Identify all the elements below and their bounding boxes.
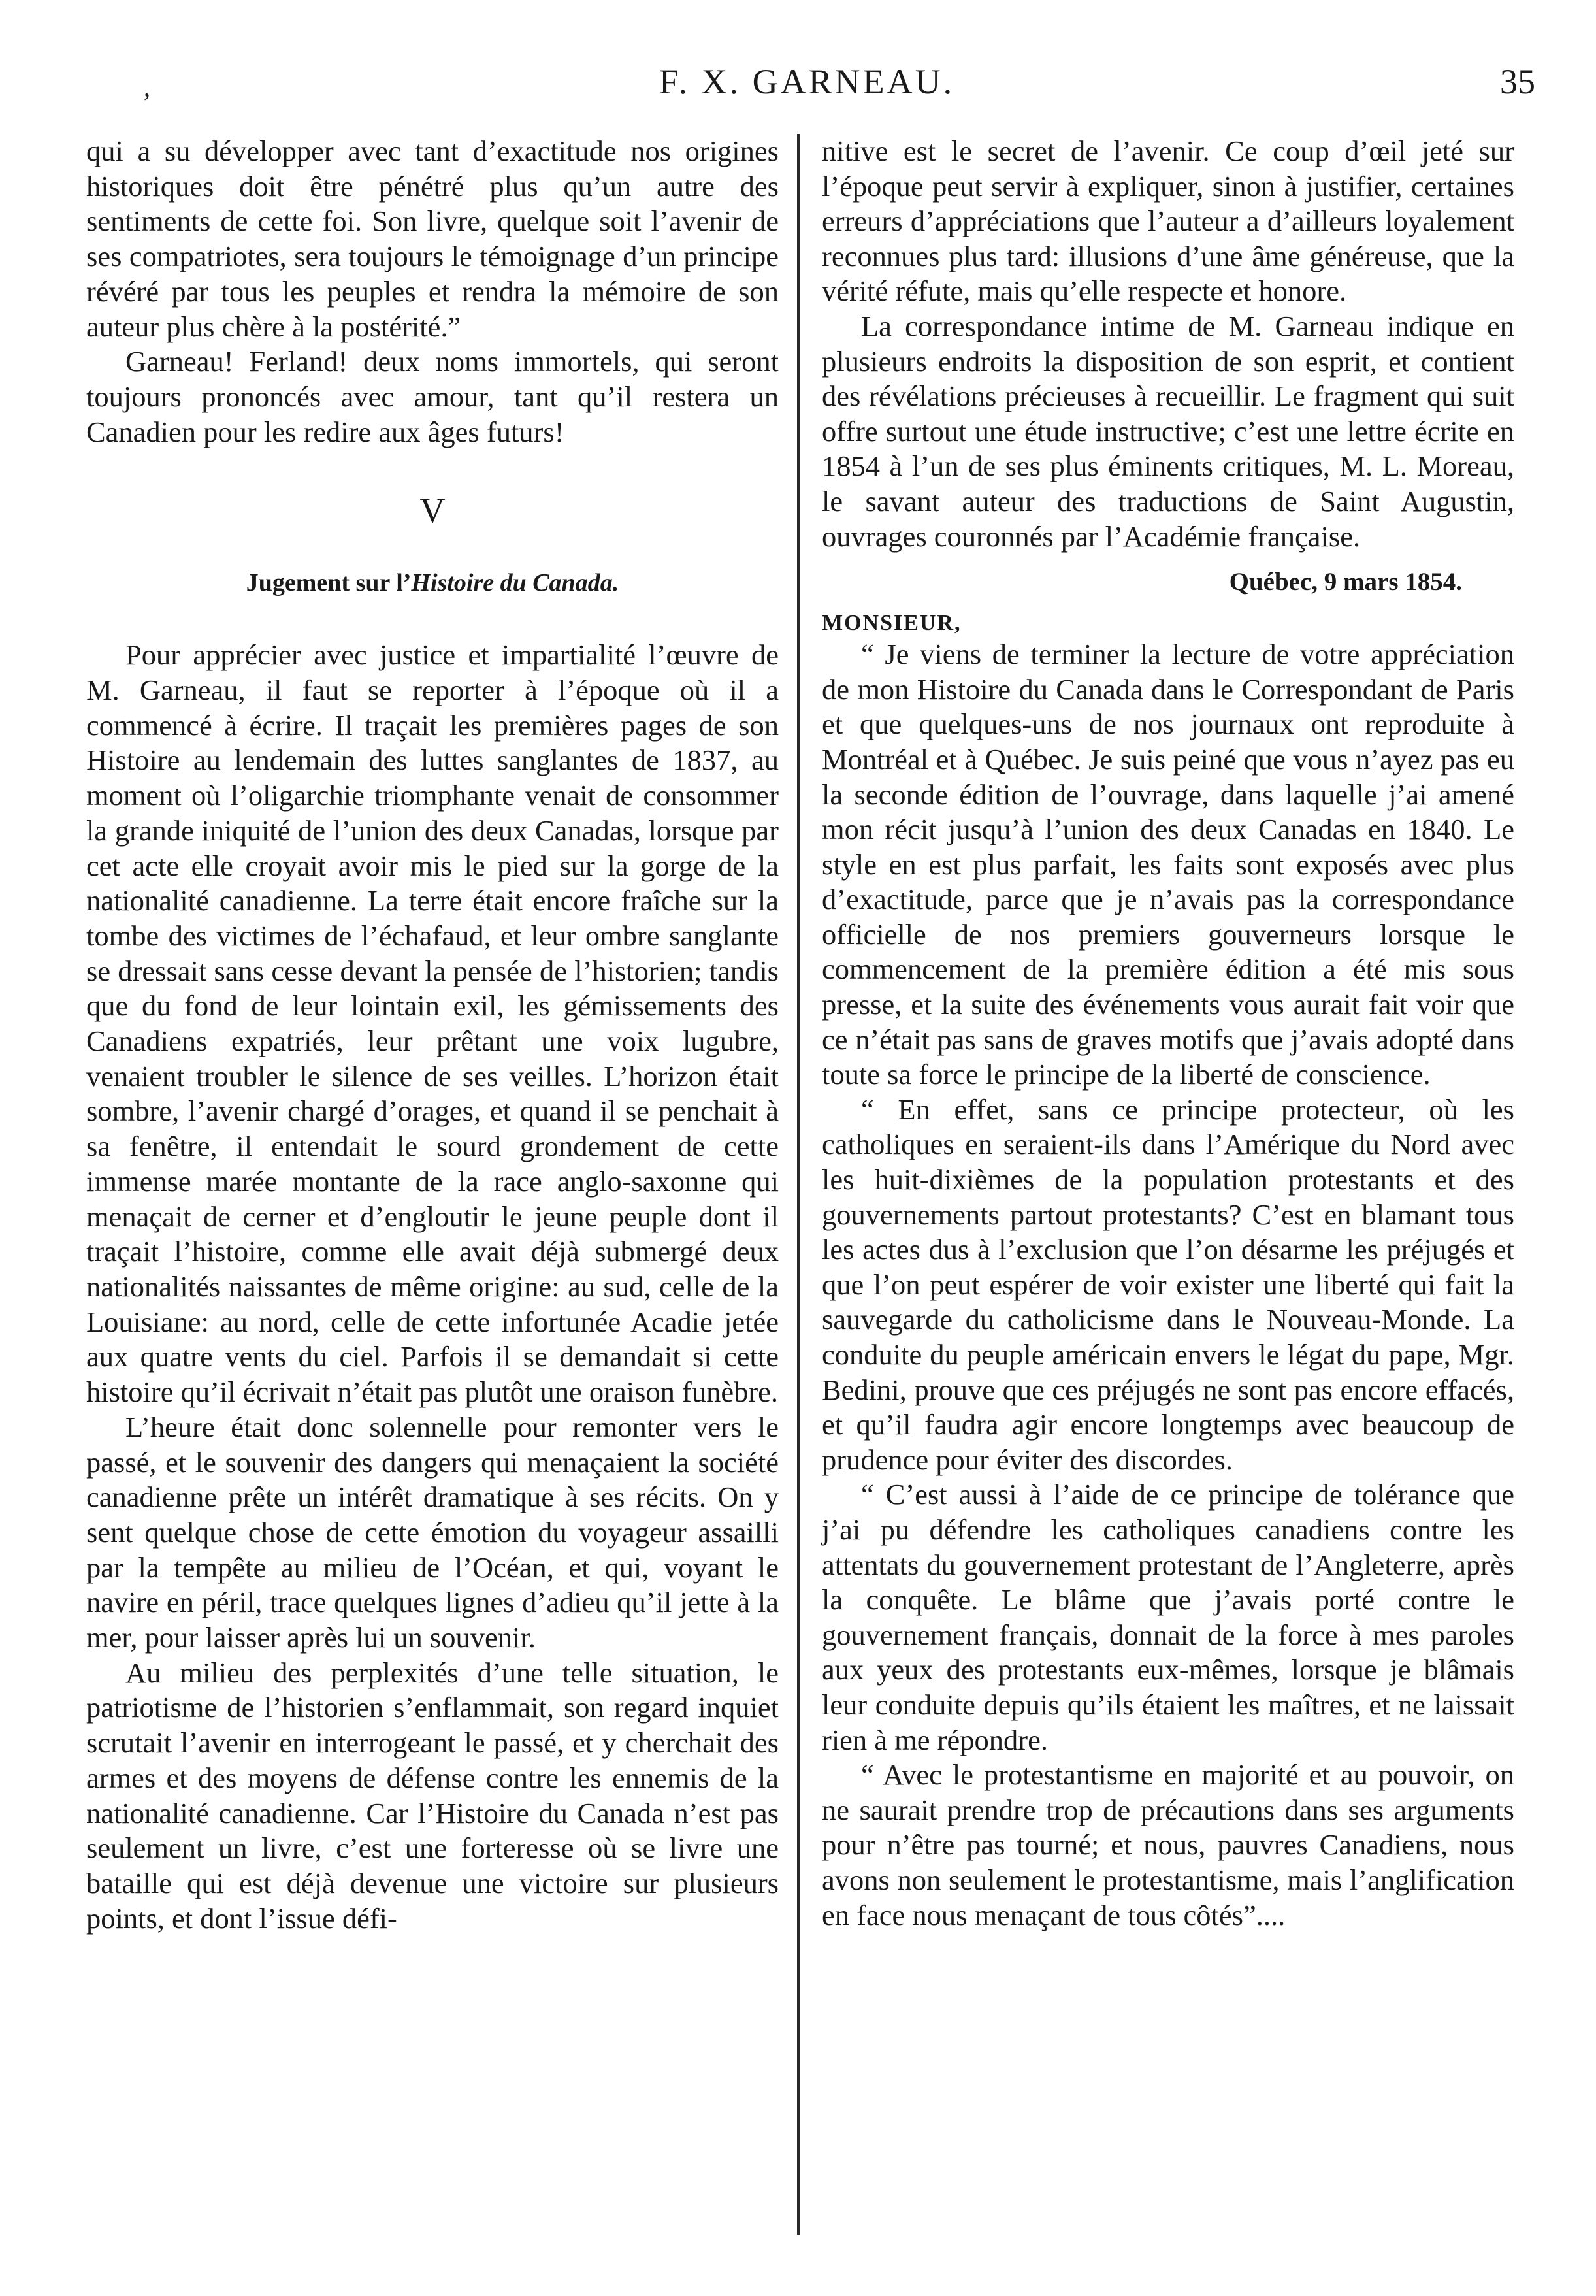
- paragraph: L’heure était donc solennelle pour remonter vers le passé, et le souvenir des dangers qui menaçaient la société canadienne prête un intérêt dramatique à ses récits. On y sent quelque chose de cette émotion du voyageur assailli par la tempête au milieu de l’Océan, et qui, voyant le navire en péril, trace quelques lignes d’adieu qu’il jette à la mer, pour laisser après lui un souvenir.: [86, 1410, 779, 1654]
- paragraph: Au milieu des perplexités d’une telle situation, le patriotisme de l’historien s’enflammait, son regard inquiet scrutait l’avenir en interrogeant le passé, et y cherchait des armes et des moyens de défense contre les ennemis de la nationalité canadienne. Car l’Histoire du Canada n’est pas seulement un livre, c’est une forteresse où se livre une bataille qui est déjà devenue une victoire sur plusieurs points, et dont l’issue défi-: [86, 1656, 779, 1935]
- running-head: [78, 59, 1535, 111]
- header-mark: ,: [144, 73, 150, 102]
- letter-dateline: Québec, 9 mars 1854.: [1229, 568, 1462, 597]
- letter-salutation: MONSIEUR,: [822, 611, 962, 636]
- column-divider: [797, 134, 800, 2235]
- paragraph: “ Avec le protestantisme en majorité et au pouvoir, on ne saurait prendre trop de précautions dans ses arguments pour n’être pas tourné; et nous, pauvres Canadiens, nous avons non seulement le protestantisme, mais l’anglification en face nous menaçant de tous côtés”....: [822, 1758, 1514, 1931]
- page-number: 35: [1500, 62, 1535, 101]
- section-title-prefix: Jugement sur l’: [246, 569, 412, 597]
- paragraph: qui a su développer avec tant d’exactitude nos origines historiques doit être pénétré plus qu’un autre des sentiments de cette foi. Son livre, quelque soit l’avenir de ses compatriotes, sera toujours le témoignage d’un principe révéré par tous les peuples et rendra la mémoire de son auteur plus chère à la postérité.”: [86, 135, 779, 343]
- paragraph: “ En effet, sans ce principe protecteur, où les catholiques en seraient-ils dans l’Amérique du Nord avec les huit-dixièmes de la population protestants et des gouvernements partout protestants? C’est en blamant tous les actes dus à l’exclusion que l’on désarme les préjugés et que l’on peut espérer de voir exister une liberté qui fait la sauvegarde du catholicisme dans le Nouveau-Monde. La conduite du peuple américain envers le légat du pape, Mgr. Bedini, prouve que ces préjugés ne sont pas encore effacés, et qu’il faudra agir encore longtemps avec beaucoup de prudence pour éviter des discordes.: [822, 1092, 1514, 1476]
- paragraph: Pour apprécier avec justice et impartialité l’œuvre de M. Garneau, il faut se reporter à l’époque où il a commencé à écrire. Il traçait les premières pages de son Histoire au lendemain des luttes sanglantes de 1837, au moment où l’oligarchie triomphante venait de consommer la grande iniquité de l’union des deux Canadas, lorsque par cet acte elle croyait avoir mis le pied sur la gorge de la nationalité canadienne. La terre était encore fraîche sur la tombe des victimes de l’échafaud, et leur ombre sanglante se dressait sans cesse devant la pensée de l’historien; tandis que du fond de leur lointain exil, les gémissements des Canadiens expatriés, leur prêtant une voix lugubre, venaient troubler le silence de ses veilles. L’horizon était sombre, l’avenir chargé d’orages, et quand il se penchait à sa fenêtre, il entendait le sourd grondement de cette immense marée montante de la race anglo-saxonne qui menaçait de cerner et d’engloutir le jeune peuple dont il traçait l’histoire, comme elle avait déjà submergé deux nationalités naissantes de même origine: au sud, celle de la Louisiane: au nord, celle de cette infortunée Acadie jetée aux quatre vents du ciel. Parfois il se demandait si cette histoire qu’il écrivait n’était pas plutôt une oraison funèbre.: [86, 638, 779, 1409]
- running-title: F. X. GARNEAU.: [659, 62, 955, 101]
- right-column: [822, 134, 1514, 1933]
- paragraph: “ C’est aussi à l’aide de ce principe de tolérance que j’ai pu défendre les catholiques canadiens contre les attentats du gouvernement protestant de l’Angleterre, après la conquête. Le blâme que j’avais porté contre le gouvernement français, donnait de la force à mes paroles aux yeux des protestants eux-mêmes, lorsque je blâmais leur conduite depuis qu’ils étaient les maîtres, et ne laissait rien à me répondre.: [822, 1478, 1514, 1756]
- section-title-italic: Histoire du Canada.: [411, 569, 619, 597]
- paragraph: Garneau! Ferland! deux noms immortels, qui seront toujours prononcés avec amour, tant qu’il restera un Canadien pour les redire aux âges futurs!: [86, 345, 779, 448]
- section-number: V: [419, 491, 446, 531]
- section-title: [86, 568, 779, 597]
- left-column: [86, 134, 779, 1936]
- paragraph: La correspondance intime de M. Garneau indique en plusieurs endroits la disposition de son esprit, et contient des révélations précieuses à recueillir. Le fragment qui suit offre surtout une étude instructive; c’est une lettre écrite en 1854 à l’un de ses plus éminents critiques, M. L. Moreau, le savant auteur des traductions de Saint Augustin, ouvrages couronnés par l’Académie française.: [822, 309, 1514, 553]
- paragraph: nitive est le secret de l’avenir. Ce coup d’œil jeté sur l’époque peut servir à expliquer, sinon à justifier, certaines erreurs d’appréciations que l’auteur a d’ailleurs loyalement reconnues plus tard: illusions d’une âme généreuse, que la vérité réfute, mais qu’elle respecte et honore.: [822, 135, 1514, 308]
- paragraph: “ Je viens de terminer la lecture de votre appréciation de mon Histoire du Canada dans le Correspondant de Paris et que quelques-uns de nos journaux ont reproduite à Montréal et à Québec. Je suis peiné que vous n’ayez pas eu la seconde édition de l’ouvrage, dans laquelle j’ai amené mon récit jusqu’à l’union des deux Canadas en 1840. Le style en est plus parfait, les faits sont exposés avec plus d’exactitude, parce que je n’avais pas la correspondance officielle de nos premiers gouverneurs lorsque le commencement de la première édition a été mis sous presse, et la suite des événements vous aurait fait voir que ce n’était pas sans de graves motifs que j’avais adopté dans toute sa force le principe de la liberté de conscience.: [822, 638, 1514, 1091]
